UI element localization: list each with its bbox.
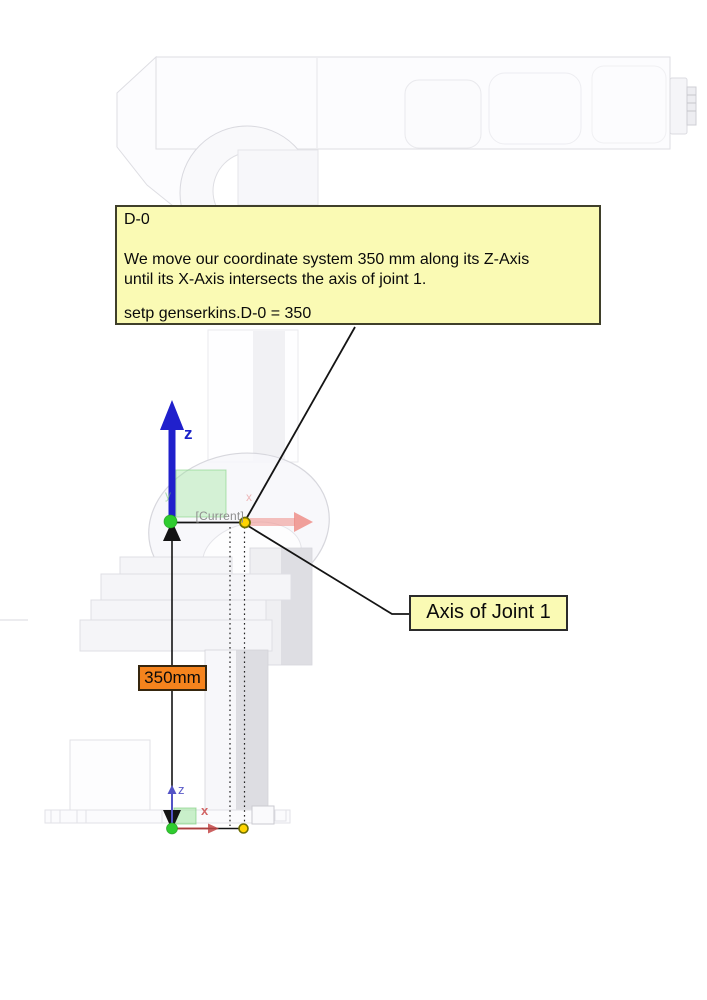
robot-foot <box>252 806 274 824</box>
ghost-x-axis-label: x <box>246 490 252 504</box>
note-box <box>115 205 601 325</box>
robot-rendering <box>0 57 696 824</box>
robot-arm-panel-1 <box>405 80 481 148</box>
robot-base-cylinder-shade <box>281 548 312 665</box>
note-title: D-0 <box>124 211 150 228</box>
note-body-line2: until its X-Axis intersects the axis of joint 1. <box>124 271 427 288</box>
robot-pedestal-shade <box>236 650 268 812</box>
ghost-y-axis-label: y <box>165 488 171 502</box>
robot-wrist-flange <box>670 78 687 134</box>
robot-column-top <box>238 150 318 205</box>
z-axis-label: z <box>184 424 193 443</box>
axis-of-joint-callout: Axis of Joint 1 <box>409 595 568 631</box>
base-z-axis-label: z <box>178 782 185 797</box>
base-origin-dot <box>167 823 178 834</box>
base-x-axis-label: x <box>201 803 209 818</box>
current-frame-label: [Current] <box>195 509 244 523</box>
robot-column-shading <box>253 331 285 461</box>
robot-pedestal <box>205 650 236 812</box>
note-body-line1: We move our coordinate system 350 mm along its Z-Axis <box>124 251 530 268</box>
current-origin-dot <box>164 515 177 528</box>
dimension-callout: 350mm <box>138 665 207 691</box>
robot-base-left-cylinder <box>70 740 150 810</box>
robot-arm-panel-3 <box>592 66 666 143</box>
joint1-axis-marker-base <box>239 824 248 833</box>
note-command: setp genserkins.D-0 = 350 <box>124 305 312 322</box>
robot-wrist-ridges <box>687 87 696 125</box>
